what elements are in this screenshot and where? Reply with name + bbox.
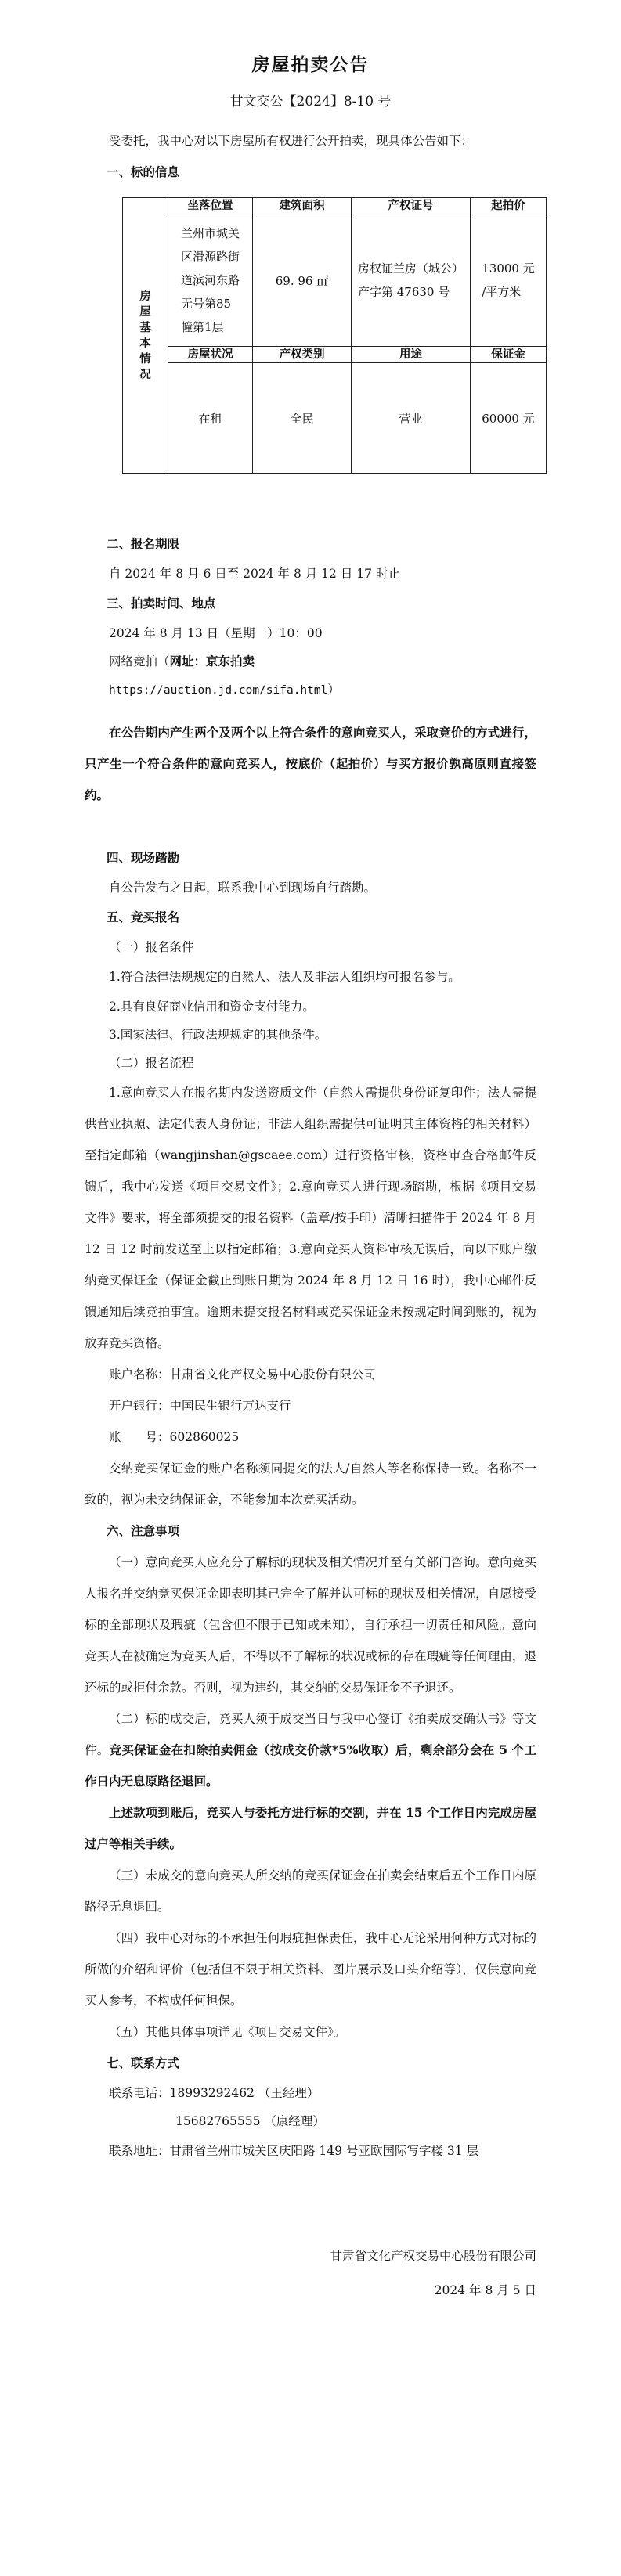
registration-process-text: 1.意向竞买人在报名期内发送资质文件（自然人需提供身份证复印件；法人需提供营业执照、法定代表人身份证；非法人组织需提供可证明其主体资格的相关材料）至指定邮箱（wangjinshan@gscaee.com）进行资格审核，资格审查合格邮件反馈后，我中心发送《项目交易文件》；2.意向竞买人进行现场踏勘，根据《项目交易文件》要求，将全部须提交的报名资料（盖章/按手印）清晰扫描件于 2024 年 8 月 12 日 12 时前发送至上以指定邮箱；3.意向竞买人资料审核无误后，向以下账户缴纳竞买保证金（保证金截止到账日期为 2024 年 8 月 12 日 16 时），我中心邮件反馈通知后续竞拍事宜。逾期未提交报名材料或竞买保证金未按规定时间到账的，视为放弃竞买资格。 [85,1086,536,1350]
header-area: 建筑面积 [253,198,352,214]
document-number: 甘文交公【2024】8-10 号 [229,94,392,110]
section-2-heading: 二、报名期限 [107,536,180,551]
contact-address: 联系地址：甘肃省兰州市城关区庆阳路 149 号亚欧国际写字楼 31 层 [109,2144,479,2158]
deposit-refund-note: 竞买保证金在扣除拍卖佣金（按成交价款*5%收取）后，剩余部分会在 5 个工作日内无息原路径退回。 [85,1742,536,1789]
notice-4: （四）我中心对标的不承担任何瑕疵担保责任，我中心无论采用何种方式对标的所做的介绍和评价（包括但不限于相关资料、图片展示及口头介绍等），仅供意向竞买人参考，不构成任何担保。 [85,1931,536,2008]
condition-1: 1.符合法律法规规定的自然人、法人及非法人组织均可报名参与。 [109,970,460,984]
header-type: 产权类别 [253,347,352,363]
cell-cert: 房权证兰房（城公） 产字第 47630 号 [352,214,471,347]
header-use: 用途 [352,347,471,363]
bank-name: 开户银行：中国民生银行万达支行 [109,1399,291,1413]
auction-url-line: https://auction.jd.com/sifa.html） [109,683,340,697]
account-number: 账 号：602860025 [109,1430,240,1444]
section-5-heading: 五、竞买报名 [107,910,180,924]
section-4-heading: 四、现场踏勘 [107,850,180,865]
bidding-rule-paragraph: 在公告期内产生两个及两个以上符合条件的意向竞买人，采取竞价的方式进行，只产生一个符合条件的意向竞买人，按底价（起拍价）与买方报价孰高原则直接签约。 [85,725,536,802]
cell-type: 全民 [253,363,352,474]
notice-1: （一）意向竞买人应充分了解标的现状及相关情况并至有关部门咨询。意向竞买人报名并交纳竞买保证金即表明其已完全了解并认可标的现状及相关情况，自愿接受标的全部现状及瑕疵（包含但不限于已知或未知），自行承担一切责任和风险。意向竞买人在被确定为竞买人后，不得以不了解标的状况或标的存在瑕疵等任何理由，退还标的或拒付余款。否则，视为违约，其交纳的交易保证金不予退还。 [85,1555,536,1695]
account-name: 账户名称：甘肃省文化产权交易中心股份有限公司 [109,1367,377,1382]
header-status: 房屋状况 [168,347,253,363]
auction-time: 2024 年 8 月 13 日（星期一）10：00 [109,626,323,640]
cell-start-price: 13000 元 /平方米 [471,214,547,347]
header-deposit: 保证金 [471,347,547,363]
notice-3: （三）未成交的意向竞买人所交纳的竞买保证金在拍卖会结束后五个工作日内原路径无息退回。 [85,1868,536,1914]
notice-5: （五）其他具体事项详见《项目交易文件》。 [109,2025,346,2039]
intro-paragraph: 受委托，我中心对以下房屋所有权进行公开拍卖，现具体公告如下： [109,134,474,148]
account-note: 交纳竞买保证金的账户名称须同提交的法人/自然人等名称保持一致。名称不一致的，视为未交纳保证金，不能参加本次竞买活动。 [85,1461,536,1507]
signature-date: 2024 年 8 月 5 日 [434,2283,536,2297]
cell-location: 兰州市城关 区滑源路街 道滨河东路 无号第85 幢第1层 [168,214,253,347]
section-1-heading: 一、标的信息 [107,164,180,179]
registration-conditions-heading: （一）报名条件 [109,940,194,954]
site-inspection-text: 自公告发布之日起，联系我中心到现场自行踏勘。 [109,881,377,895]
section-7-heading: 七、联系方式 [107,2055,180,2070]
contact-phone-1: 联系电话：18993292462 （王经理） [109,2086,320,2100]
table-side-label: 房 屋 基 本 情 况 [123,198,168,474]
notice-2: （二）标的成交后，竞买人须于成交当日与我中心签订《拍卖成交确认书》等文件。竞买保证金在扣除拍卖佣金（按成交价款*5%收取）后，剩余部分会在 5 个工作日内无息原路径退回。 [85,1712,536,1789]
property-info-table [122,197,547,474]
header-location: 坐落位置 [168,198,253,214]
auction-url-link[interactable]: https://auction.jd.com/sifa.html [109,684,328,697]
condition-2: 2.具有良好商业信用和资金支付能力。 [109,1000,315,1014]
page-title: 房屋拍卖公告 [251,54,370,75]
cell-use: 营业 [352,363,471,474]
platform-name: 网址：京东拍卖 [169,654,255,668]
auction-platform: 网络竞拍（网址：京东拍卖 [109,654,255,668]
cell-deposit: 60000 元 [471,363,547,474]
cell-area: 69. 96 ㎡ [253,214,352,347]
condition-3: 3.国家法律、行政法规规定的其他条件。 [109,1028,327,1042]
transfer-note: 上述款项到账后，竞买人与委托方进行标的交割，并在 15 个工作日内完成房屋过户等相关手续。 [85,1805,536,1851]
registration-process-heading: （二）报名流程 [109,1056,194,1070]
signature-organization: 甘肃省文化产权交易中心股份有限公司 [330,2249,536,2263]
header-cert: 产权证号 [352,198,471,214]
registration-period: 自 2024 年 8 月 6 日至 2024 年 8 月 12 日 17 时止 [109,567,400,581]
cell-status: 在租 [168,363,253,474]
contact-phone-2: 15682765555 （康经理） [175,2114,325,2128]
section-6-heading: 六、注意事项 [107,1523,180,1538]
section-3-heading: 三、拍卖时间、地点 [107,596,216,611]
header-start-price: 起拍价 [471,198,547,214]
